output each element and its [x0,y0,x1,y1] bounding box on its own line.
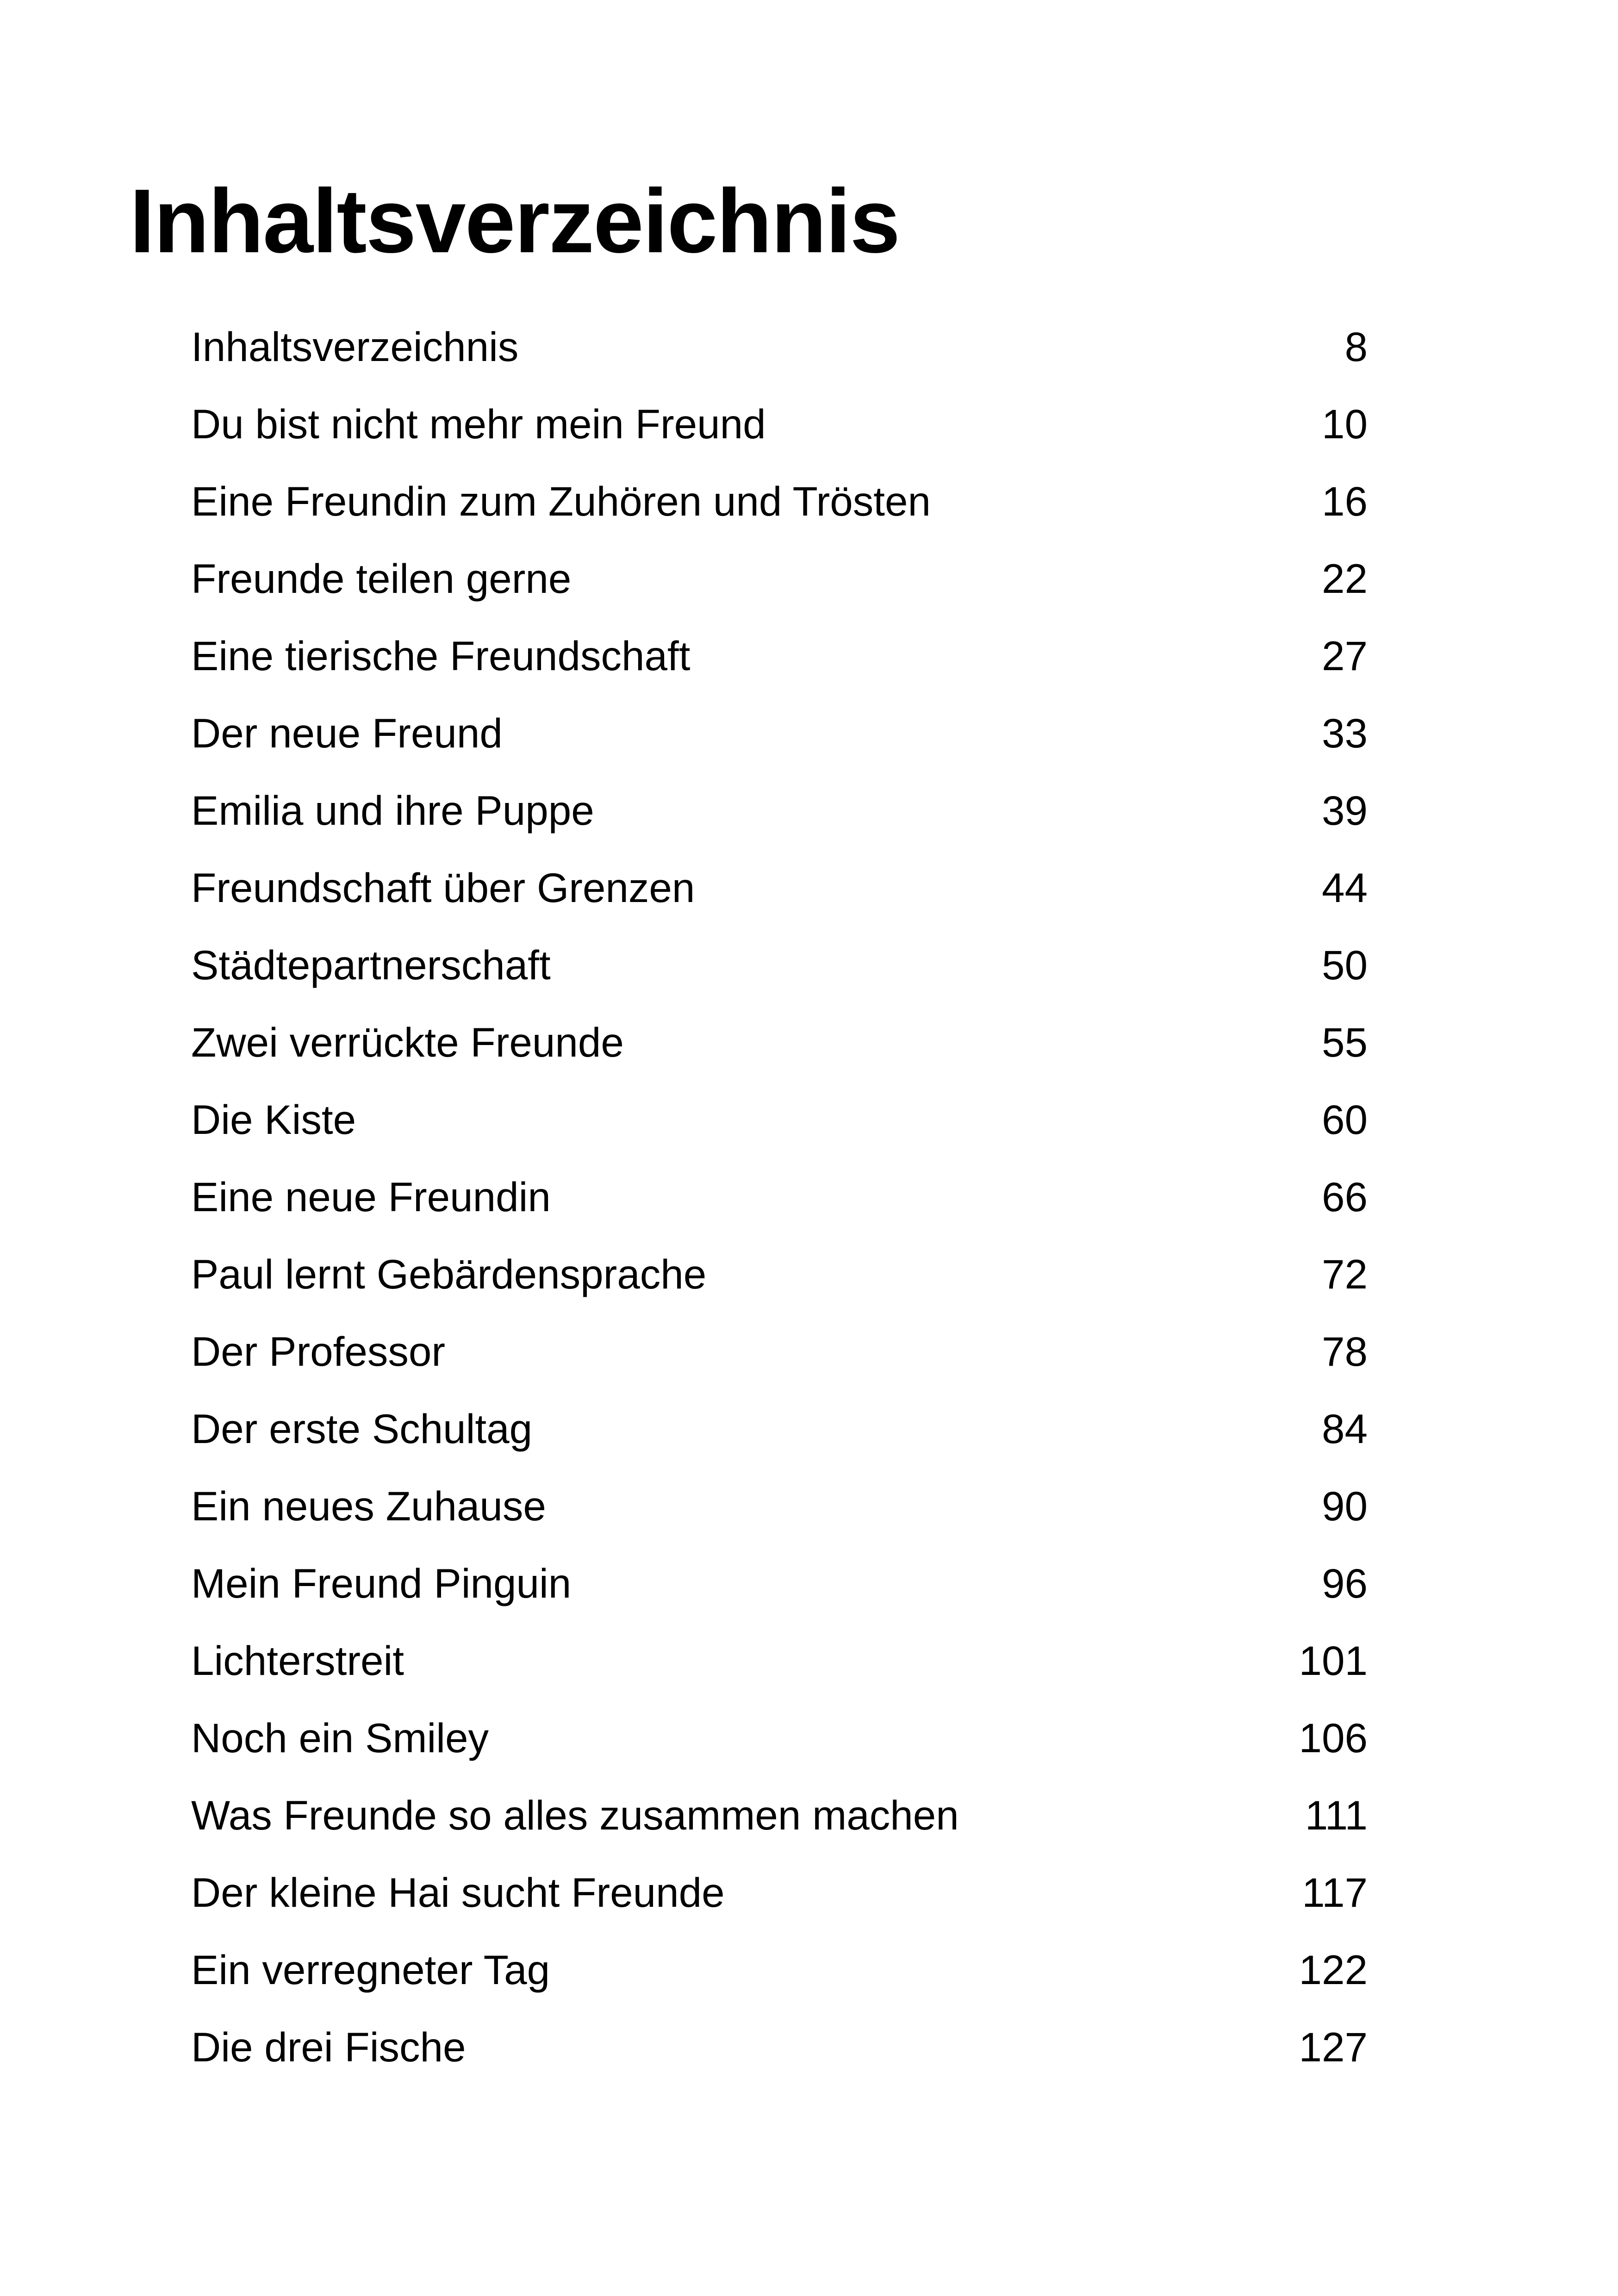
toc-entry-page: 127 [1299,2024,1368,2070]
toc-entry-page: 8 [1344,324,1368,370]
toc-entry-page: 27 [1322,633,1368,679]
toc-entry [191,1931,1368,2009]
toc-entry-label: Der Professor [191,1328,445,1375]
toc-entry-label: Die drei Fische [191,2024,466,2070]
toc-entry [191,695,1368,772]
toc-entry [191,1468,1368,1545]
toc-entry-page: 101 [1299,1637,1368,1684]
toc-entry-label: Mein Freund Pinguin [191,1560,572,1606]
toc-list [191,308,1368,2086]
toc-entry-page: 33 [1322,710,1368,756]
toc-entry-page: 106 [1299,1715,1368,1761]
toc-entry [191,1158,1368,1236]
toc-entry [191,1545,1368,1622]
toc-entry-label: Eine tierische Freundschaft [191,633,691,679]
toc-entry [191,1236,1368,1313]
toc-entry-label: Eine neue Freundin [191,1174,551,1220]
toc-entry-label: Zwei verrückte Freunde [191,1019,624,1065]
toc-entry [191,1622,1368,1699]
toc-entry-label: Freunde teilen gerne [191,555,572,602]
toc-entry-page: 111 [1305,1792,1368,1838]
toc-entry [191,2009,1368,2086]
toc-entry-page: 66 [1322,1174,1368,1220]
toc-entry-page: 78 [1322,1328,1368,1375]
toc-entry-label: Die Kiste [191,1096,356,1143]
toc-entry-page: 55 [1322,1019,1368,1065]
toc-entry [191,386,1368,463]
toc-entry-page: 44 [1322,865,1368,911]
toc-entry [191,1854,1368,1931]
toc-entry [191,463,1368,540]
page-title: Inhaltsverzeichnis [130,170,900,272]
toc-entry-page: 90 [1322,1483,1368,1529]
toc-entry [191,1390,1368,1468]
toc-entry-label: Der neue Freund [191,710,503,756]
toc-entry-page: 96 [1322,1560,1368,1606]
toc-entry [191,1699,1368,1777]
toc-entry-label: Inhaltsverzeichnis [191,324,519,370]
toc-entry-label: Der erste Schultag [191,1406,533,1452]
toc-entry-label: Emilia und ihre Puppe [191,787,594,834]
toc-entry-label: Paul lernt Gebärdensprache [191,1251,707,1297]
toc-entry [191,772,1368,849]
toc-entry-page: 60 [1322,1096,1368,1143]
toc-entry-page: 122 [1299,1947,1368,1993]
toc-entry-label: Eine Freundin zum Zuhören und Trösten [191,478,931,524]
toc-entry-page: 16 [1322,478,1368,524]
toc-entry-label: Ein verregneter Tag [191,1947,550,1993]
toc-entry [191,927,1368,1004]
toc-entry-page: 22 [1322,555,1368,602]
toc-entry-page: 117 [1302,1869,1368,1916]
toc-entry-page: 72 [1322,1251,1368,1297]
toc-entry-page: 39 [1322,787,1368,834]
toc-entry [191,1081,1368,1158]
toc-entry [191,1777,1368,1854]
toc-entry-label: Lichterstreit [191,1637,404,1684]
toc-entry-page: 50 [1322,942,1368,988]
toc-entry-label: Was Freunde so alles zusammen machen [191,1792,959,1838]
toc-entry-page: 10 [1322,401,1368,447]
toc-entry [191,849,1368,927]
toc-entry [191,540,1368,617]
toc-entry [191,1004,1368,1081]
toc-entry [191,1313,1368,1390]
toc-entry-label: Städtepartnerschaft [191,942,551,988]
toc-entry-label: Der kleine Hai sucht Freunde [191,1869,725,1916]
toc-entry [191,617,1368,695]
toc-entry-page: 84 [1322,1406,1368,1452]
toc-entry-label: Ein neues Zuhause [191,1483,546,1529]
toc-entry-label: Noch ein Smiley [191,1715,489,1761]
toc-entry-label: Freundschaft über Grenzen [191,865,695,911]
toc-entry-label: Du bist nicht mehr mein Freund [191,401,766,447]
toc-entry [191,308,1368,386]
